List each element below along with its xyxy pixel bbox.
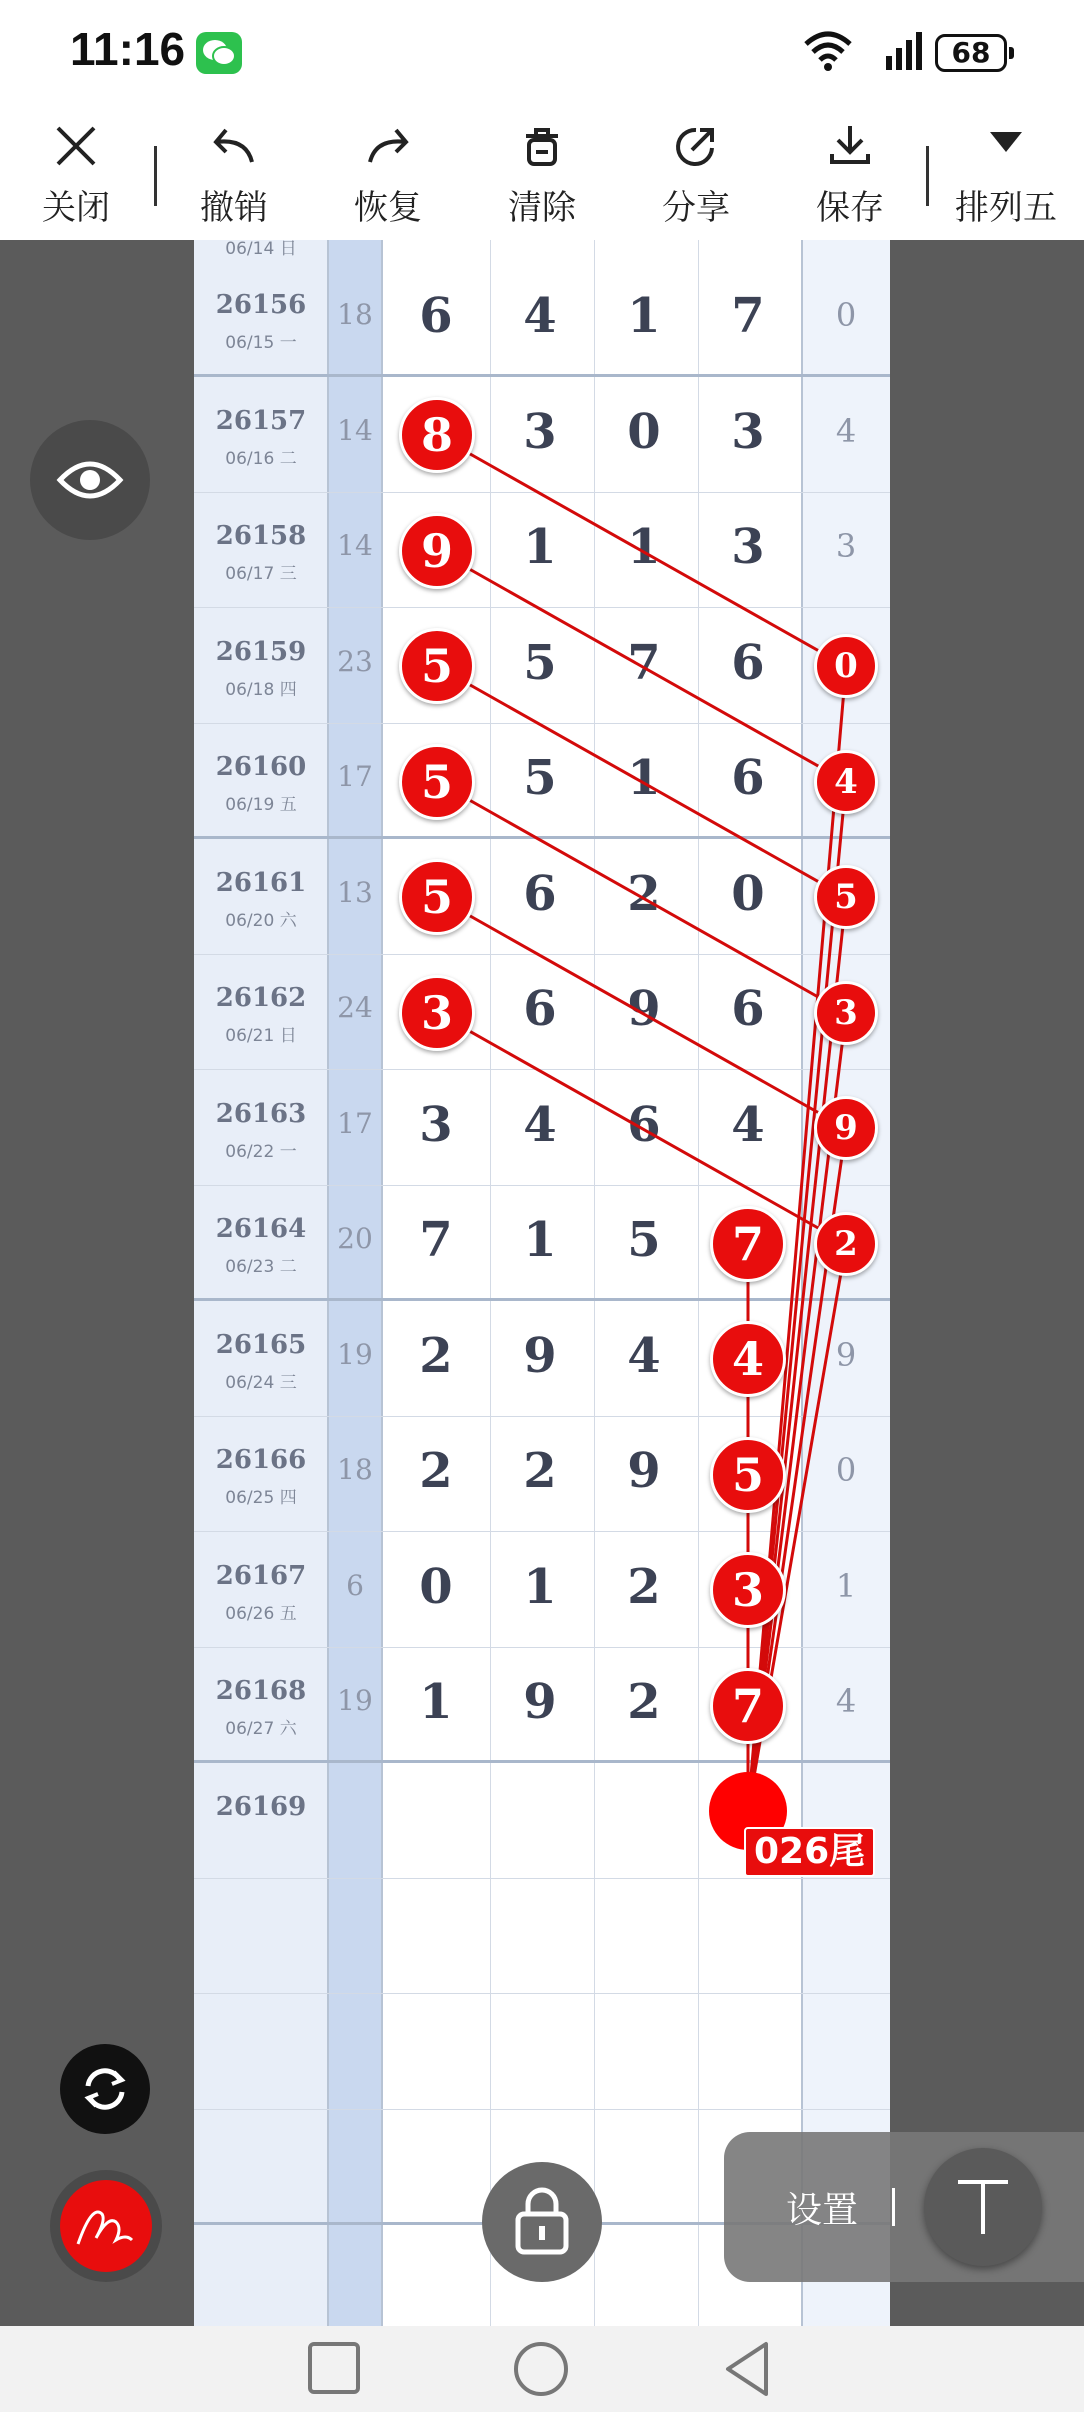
digit-cell: 0 [419, 1558, 453, 1615]
issue-number: 26167 [215, 1560, 307, 1591]
digit-cell: 9 [523, 1674, 557, 1730]
pen-icon [72, 2194, 140, 2256]
digit-cell: 6 [627, 1096, 661, 1153]
trend-chart-grid[interactable] [194, 240, 890, 2326]
digit-cell: 6 [523, 981, 557, 1037]
wifi-icon [800, 28, 856, 76]
issue-number: 26157 [215, 405, 307, 436]
digit-cell: 5 [523, 634, 557, 691]
download-icon [826, 122, 874, 170]
digit-cell: 6 [731, 750, 765, 806]
text-tool-button[interactable] [924, 2148, 1042, 2266]
lock-button[interactable] [482, 2162, 602, 2282]
issue-number: 26164 [215, 1214, 307, 1244]
digit-cell: 5 [523, 750, 557, 806]
battery-indicator [935, 34, 1007, 72]
signal-icon [866, 28, 926, 76]
settings-divider [892, 2188, 895, 2226]
digit-sum: 13 [337, 875, 373, 909]
draw-button[interactable] [50, 2170, 162, 2282]
clear-button[interactable] [482, 108, 602, 240]
connector-line [437, 551, 846, 782]
issue-date: 06/23 二 [225, 1257, 297, 1277]
highlighted-digit: 8 [399, 397, 475, 473]
digit-cell: 2 [419, 1443, 453, 1499]
issue-number: 26160 [215, 752, 307, 782]
issue-date: 06/16 二 [225, 448, 297, 469]
digit-sum: 19 [337, 1337, 373, 1371]
digit-cell: 0 [731, 865, 765, 922]
toolbar-divider [154, 146, 157, 206]
tail-cell: 0 [835, 296, 857, 334]
status-time: 11:16 [70, 23, 186, 75]
connector-line [437, 1013, 846, 1244]
highlighted-digit: 3 [710, 1552, 786, 1628]
lock-icon [514, 2184, 570, 2256]
prediction-line [748, 782, 846, 1812]
back-nav-icon[interactable] [722, 2340, 774, 2398]
tail-cell: 1 [835, 1566, 857, 1605]
digit-cell: 3 [731, 403, 765, 460]
issue-number: 26166 [215, 1445, 307, 1475]
issue-date: 06/20 六 [225, 910, 297, 931]
redo-label: 恢复 [354, 188, 422, 228]
digit-sum: 18 [337, 298, 373, 331]
tail-cell: 0 [835, 1451, 857, 1489]
issue-date: 06/15 一 [225, 333, 297, 353]
system-nav-bar [0, 2326, 1084, 2412]
digit-cell: 6 [731, 981, 765, 1037]
issue-date: 06/17 三 [225, 564, 297, 584]
undo-button[interactable] [174, 108, 294, 240]
share-label: 分享 [662, 188, 730, 228]
close-label: 关闭 [42, 188, 110, 228]
issue-number: 26161 [215, 867, 307, 898]
trash-icon [518, 122, 566, 170]
connector-line [437, 782, 846, 1013]
highlighted-tail: 9 [814, 1096, 878, 1160]
share-button[interactable] [636, 108, 756, 240]
digit-cell: 1 [627, 519, 661, 575]
digit-cell: 5 [627, 1212, 661, 1268]
right-margin [890, 240, 1084, 2326]
digit-cell: 7 [419, 1212, 453, 1268]
redo-button[interactable] [328, 108, 448, 240]
refresh-button[interactable] [60, 2044, 150, 2134]
digit-cell: 9 [627, 981, 661, 1037]
connector-line [437, 897, 846, 1128]
lottery-label: 排列五 [955, 188, 1057, 228]
digit-cell: 2 [419, 1327, 453, 1384]
triangle-down-icon [982, 122, 1030, 170]
digit-cell: 6 [731, 634, 765, 691]
digit-cell: 7 [627, 634, 661, 691]
issue-date: 06/26 五 [225, 1603, 297, 1624]
lottery-select-button[interactable] [946, 108, 1066, 240]
save-button[interactable] [790, 108, 910, 240]
circle-nav-icon[interactable] [512, 2340, 570, 2398]
digit-sum: 24 [337, 991, 373, 1024]
digit-cell: 3 [419, 1096, 453, 1153]
issue-number: 26162 [215, 983, 307, 1013]
digit-sum: 20 [337, 1222, 373, 1255]
save-label: 保存 [816, 188, 884, 228]
highlighted-tail: 4 [814, 750, 878, 814]
highlighted-tail: 0 [814, 634, 878, 698]
highlighted-digit: 7 [710, 1206, 786, 1282]
highlighted-tail: 5 [814, 865, 878, 929]
highlighted-tail: 2 [814, 1212, 878, 1276]
share-icon [672, 122, 720, 170]
digit-cell: 4 [523, 288, 557, 344]
issue-date: 06/19 五 [225, 795, 297, 815]
highlighted-digit: 9 [399, 513, 475, 589]
clear-label: 清除 [508, 188, 576, 228]
battery-level: 68 [951, 36, 991, 69]
undo-icon [210, 122, 258, 170]
digit-cell: 0 [627, 403, 661, 460]
digit-cell: 1 [523, 1212, 557, 1268]
connector-lines [194, 240, 890, 2326]
eye-icon [56, 454, 124, 506]
issue-number: 26165 [215, 1329, 307, 1360]
settings-panel [724, 2132, 1084, 2282]
highlighted-tail: 3 [814, 981, 878, 1045]
tail-cell: 9 [835, 1335, 857, 1374]
issue-number: 26169 [215, 1791, 307, 1822]
issue-date: 06/25 四 [225, 1488, 297, 1508]
wechat-notification-icon [196, 32, 242, 74]
digit-cell: 9 [523, 1327, 557, 1384]
toolbar-divider [926, 146, 929, 206]
issue-number: 26163 [215, 1098, 307, 1129]
issue-number: 26156 [215, 290, 307, 320]
digit-cell: 6 [523, 865, 557, 922]
digit-cell: 2 [523, 1443, 557, 1499]
digit-cell: 4 [731, 1096, 765, 1153]
highlighted-digit: 5 [399, 628, 475, 704]
highlighted-digit: 7 [710, 1668, 786, 1744]
digit-cell: 3 [731, 519, 765, 575]
left-margin [0, 240, 194, 2326]
close-icon [52, 122, 100, 170]
digit-sum: 19 [337, 1684, 373, 1717]
highlighted-digit: 5 [710, 1437, 786, 1513]
digit-cell: 1 [419, 1674, 453, 1730]
digit-cell: 7 [731, 288, 765, 344]
text-icon [954, 2176, 1012, 2238]
digit-cell: 2 [627, 1674, 661, 1730]
digit-sum: 14 [337, 529, 373, 562]
digit-cell: 1 [523, 1558, 557, 1615]
digit-sum: 17 [337, 1106, 373, 1140]
undo-label: 撤销 [200, 188, 268, 228]
digit-cell: 1 [523, 519, 557, 575]
digit-cell: 2 [627, 1558, 661, 1615]
prediction-label: 026尾 [744, 1827, 875, 1877]
highlighted-digit: 3 [399, 975, 475, 1051]
highlighted-digit: 4 [710, 1321, 786, 1397]
digit-sum: 14 [337, 413, 373, 447]
close-button[interactable] [16, 108, 136, 240]
settings-button[interactable]: 设置 [786, 2190, 859, 2231]
digit-sum: 6 [346, 1568, 364, 1602]
issue-date: 06/24 三 [225, 1372, 297, 1393]
issue-number: 26158 [215, 521, 307, 551]
square-nav-icon[interactable] [306, 2340, 362, 2396]
refresh-icon [80, 2064, 130, 2114]
redo-icon [364, 122, 412, 170]
toolbar [0, 108, 1084, 241]
partial-date: 06/14 日 [225, 240, 297, 259]
digit-cell: 9 [627, 1443, 661, 1499]
highlighted-digit: 5 [399, 744, 475, 820]
issue-number: 26159 [215, 636, 307, 667]
issue-date: 06/27 六 [225, 1719, 297, 1739]
connector-line [437, 435, 846, 666]
tail-cell: 4 [835, 1682, 857, 1720]
visibility-toggle-button[interactable] [30, 420, 150, 540]
digit-cell: 2 [627, 865, 661, 922]
tail-cell: 4 [835, 411, 857, 450]
digit-sum: 18 [337, 1453, 373, 1486]
digit-sum: 17 [337, 760, 373, 793]
connector-line [437, 666, 846, 897]
digit-cell: 3 [523, 403, 557, 460]
digit-cell: 6 [419, 288, 453, 344]
issue-number: 26168 [215, 1676, 307, 1706]
digit-cell: 4 [523, 1096, 557, 1153]
digit-cell: 1 [627, 288, 661, 344]
issue-date: 06/22 一 [225, 1141, 297, 1162]
issue-date: 06/18 四 [225, 679, 297, 700]
digit-cell: 4 [627, 1327, 661, 1384]
tail-cell: 3 [835, 527, 857, 565]
issue-date: 06/21 日 [225, 1026, 297, 1046]
status-bar [0, 0, 1084, 108]
digit-sum: 23 [337, 644, 373, 678]
digit-cell: 1 [627, 750, 661, 806]
highlighted-digit: 5 [399, 859, 475, 935]
